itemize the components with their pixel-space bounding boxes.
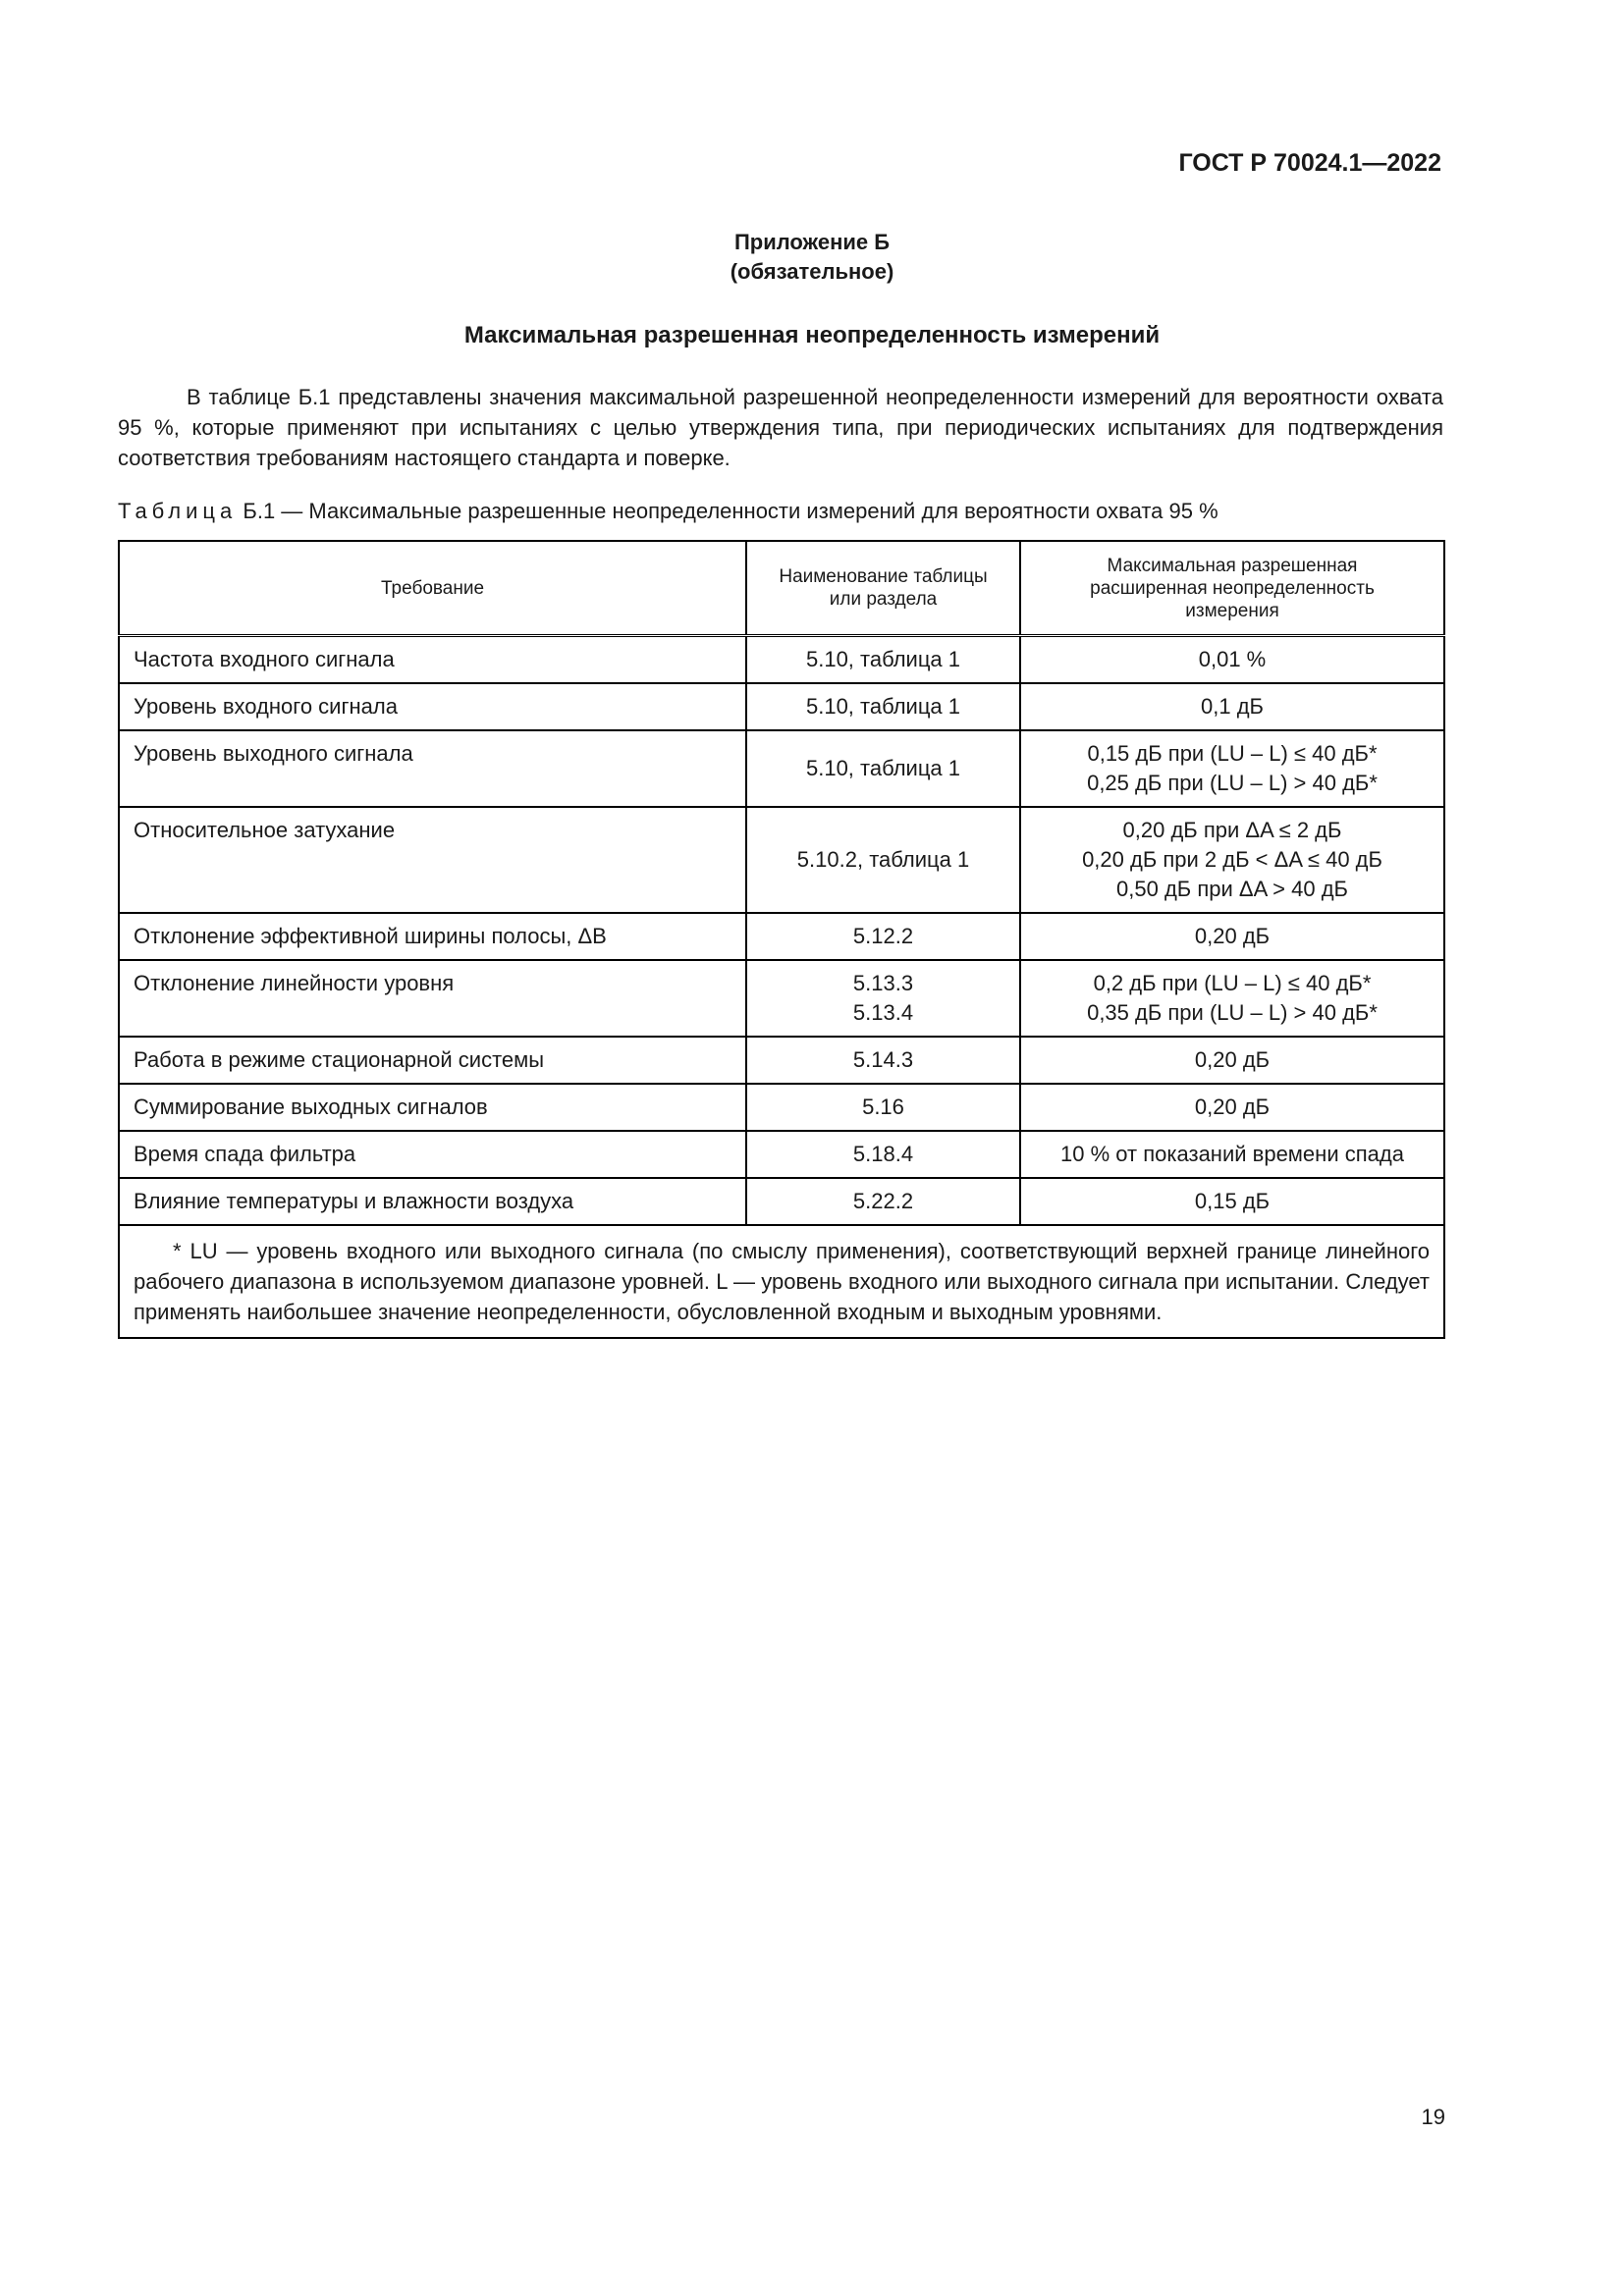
column-header-requirement: Требование [119, 541, 746, 636]
requirement-text: Частота входного сигнала [134, 647, 395, 671]
column-header-uncertainty-text: Максимальная разрешенная расширенная неопределенность измерения [1090, 555, 1375, 621]
reference-text: 5.10, таблица 1 [805, 647, 961, 671]
uncertainty-line: 0,20 дБ при 2 дБ < ΔA ≤ 40 дБ [1082, 847, 1382, 872]
table-row [119, 960, 1444, 1037]
table-row [119, 730, 1444, 807]
page-number: 19 [1421, 2105, 1445, 2129]
table-footnote-row [119, 1225, 1444, 1338]
appendix-title: Приложение Б [733, 230, 891, 254]
requirement-text: Уровень входного сигнала [134, 694, 398, 719]
requirement-text: Суммирование выходных сигналов [134, 1095, 488, 1119]
table-row [119, 1037, 1444, 1084]
table-header-row [119, 541, 1444, 636]
uncertainty-text: 0,20 дБ [1194, 1047, 1271, 1072]
requirement-text: Уровень выходного сигнала [134, 741, 413, 766]
appendix-status: (обязательное) [730, 259, 894, 284]
uncertainty-cell [1020, 683, 1444, 730]
uncertainty-line: 0,20 дБ при ΔA ≤ 2 дБ [1122, 818, 1342, 842]
table-row [119, 636, 1444, 684]
reference-line: 5.13.3 [852, 971, 914, 995]
requirement-cell [119, 1084, 746, 1131]
column-header-reference-text: Наименование таблицы или раздела [779, 566, 988, 610]
uncertainty-text: 10 % от показаний времени спада [1060, 1142, 1404, 1166]
table-row [119, 1084, 1444, 1131]
requirement-cell [119, 1178, 746, 1225]
table-caption-word: Таблица [118, 499, 238, 523]
uncertainty-line: 0,35 дБ при (LU – L) > 40 дБ* [1087, 1000, 1378, 1025]
requirement-text: Время спада фильтра [134, 1142, 356, 1166]
uncertainty-line: 0,15 дБ при (LU – L) ≤ 40 дБ* [1087, 741, 1378, 766]
footnote-text: * LU — уровень входного или выходного сигнала (по смыслу применения), соответствующий верхней границе линейного рабочего диапазона в используемом диапазоне уровней. L — уровень входного или выходного сигнала при испытании. Следует применять наибольшее значение неопределенности, обусловленной входным и выходным уровнями. [134, 1239, 1430, 1324]
intro-paragraph: В таблице Б.1 представлены значения максимальной разрешенной неопределенности измерений для вероятности охвата 95 %, которые применяют при испытаниях с целью утверждения типа, при периодических испытаниях для подтверждения соответствия требованиям настоящего стандарта и поверке. [118, 385, 1443, 470]
uncertainty-cell [1020, 1178, 1444, 1225]
uncertainty-cell [1020, 913, 1444, 960]
reference-text: 5.18.4 [852, 1142, 914, 1166]
uncertainty-line: 0,2 дБ при (LU – L) ≤ 40 дБ* [1093, 971, 1372, 995]
column-header-reference [746, 541, 1020, 636]
uncertainty-cell [1020, 960, 1444, 1037]
reference-cell [746, 636, 1020, 684]
requirement-cell [119, 636, 746, 684]
document-code: ГОСТ Р 70024.1—2022 [1178, 149, 1441, 177]
requirement-cell [119, 730, 746, 807]
reference-text: 5.10, таблица 1 [805, 694, 961, 719]
reference-cell [746, 1178, 1020, 1225]
requirement-text: Отклонение линейности уровня [134, 971, 455, 995]
reference-line: 5.13.4 [852, 1000, 914, 1025]
uncertainty-text: 0,1 дБ [1201, 694, 1264, 719]
uncertainty-cell [1020, 807, 1444, 913]
reference-cell [746, 1037, 1020, 1084]
uncertainty-cell [1020, 730, 1444, 807]
reference-cell [746, 1084, 1020, 1131]
uncertainty-line: 0,25 дБ при (LU – L) > 40 дБ* [1087, 771, 1378, 795]
table-row [119, 1131, 1444, 1178]
table-caption-text: Б.1 — Максимальные разрешенные неопределенности измерений для вероятности охвата 95 % [243, 499, 1218, 523]
section-heading: Максимальная разрешенная неопределенность измерений [463, 322, 1161, 348]
uncertainty-cell [1020, 1131, 1444, 1178]
requirement-cell [119, 913, 746, 960]
reference-text: 5.10.2, таблица 1 [796, 847, 970, 872]
requirement-text: Отклонение эффективной ширины полосы, ΔB [134, 924, 607, 948]
reference-text: 5.16 [862, 1095, 904, 1119]
reference-text: 5.12.2 [852, 924, 914, 948]
uncertainty-text: 0,01 % [1198, 647, 1267, 671]
requirement-cell [119, 1131, 746, 1178]
uncertainty-cell [1020, 1084, 1444, 1131]
column-header-uncertainty [1020, 541, 1444, 636]
requirement-cell [119, 960, 746, 1037]
uncertainty-table [118, 540, 1445, 1339]
uncertainty-text: 0,15 дБ [1194, 1189, 1271, 1213]
reference-cell [746, 1131, 1020, 1178]
reference-cell [746, 807, 1020, 913]
requirement-text: Влияние температуры и влажности воздуха [134, 1189, 574, 1213]
requirement-cell [119, 807, 746, 913]
requirement-text: Относительное затухание [134, 818, 396, 842]
table-row [119, 913, 1444, 960]
uncertainty-line: 0,50 дБ при ΔA > 40 дБ [1116, 877, 1348, 901]
reference-cell [746, 960, 1020, 1037]
table-row [119, 683, 1444, 730]
appendix-heading [0, 228, 1624, 287]
uncertainty-text: 0,20 дБ [1194, 1095, 1271, 1119]
requirement-cell [119, 683, 746, 730]
reference-cell [746, 913, 1020, 960]
table-row [119, 807, 1444, 913]
uncertainty-cell [1020, 636, 1444, 684]
table-caption [118, 499, 1218, 524]
reference-text: 5.14.3 [852, 1047, 914, 1072]
requirement-text: Работа в режиме стационарной системы [134, 1047, 545, 1072]
reference-cell [746, 683, 1020, 730]
reference-cell [746, 730, 1020, 807]
reference-text: 5.10, таблица 1 [805, 756, 961, 780]
reference-text: 5.22.2 [852, 1189, 914, 1213]
uncertainty-cell [1020, 1037, 1444, 1084]
requirement-cell [119, 1037, 746, 1084]
uncertainty-text: 0,20 дБ [1194, 924, 1271, 948]
table-row [119, 1178, 1444, 1225]
table-footnote [119, 1225, 1444, 1338]
